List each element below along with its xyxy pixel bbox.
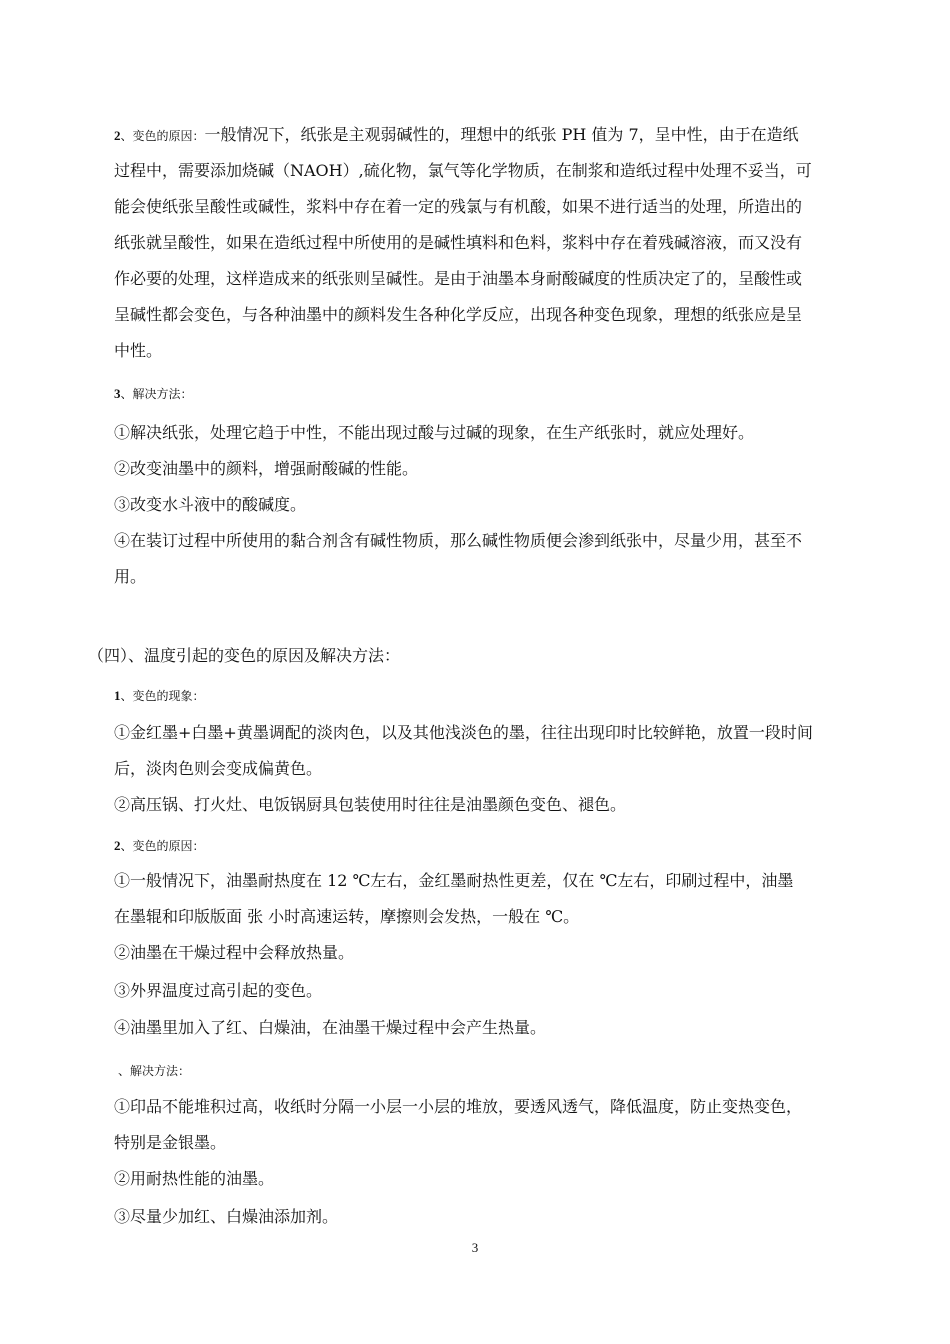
temp-cause-line-2: 在墨辊和印版版面 张 小时高速运转，摩擦则会发热，一般在 ℃。 <box>114 907 580 926</box>
cause-heading: 2、变色的原因： <box>114 128 205 143</box>
phenomenon-line-3: ②高压锅、打火灶、电饭锅厨具包装使用时往往是油墨颜色变色、褪色。 <box>114 795 627 814</box>
solution-line-4: ④在装订过程中所使用的黏合剂含有碱性物质，那么碱性物质便会渗到纸张中，尽量少用，甚至不 <box>114 531 803 550</box>
phenomenon-heading: 1、变色的现象： <box>114 688 205 703</box>
solution-line-2: ②改变油墨中的颜料，增强耐酸碱的性能。 <box>114 459 419 478</box>
cause-line-5: 作必要的处理，这样造成来的纸张则呈碱性。是由于油墨本身耐酸碱度的性质决定了的，呈酸性或 <box>114 269 803 288</box>
solution-heading: 3、解决方法： <box>114 386 193 401</box>
cause-line-1: 2、变色的原因：一般情况下，纸张是主观弱碱性的，理想中的纸张 PH 值为 7，呈中性，由于在造纸 <box>114 125 799 144</box>
cause-line-2: 过程中，需要添加烧碱（NAOH）,硫化物，氯气等化学物质，在制浆和造纸过程中处理不妥当，可 <box>114 161 812 180</box>
cause-line-3: 能会使纸张呈酸性或碱性，浆料中存在着一定的残氯与有机酸，如果不进行适当的处理，所造出的 <box>114 197 803 216</box>
temp-solution-line-2: 特别是金银墨。 <box>114 1133 227 1152</box>
phenomenon-line-2: 后，淡肉色则会变成偏黄色。 <box>114 759 323 778</box>
cause-line-6: 呈碱性都会变色，与各种油墨中的颜料发生各种化学反应，出现各种变色现象，理想的纸张应是呈 <box>114 305 803 324</box>
temp-cause-line-3: ②油墨在干燥过程中会释放热量。 <box>114 943 355 962</box>
solution-line-1: ①解决纸张，处理它趋于中性，不能出现过酸与过碱的现象，在生产纸张时，就应处理好。 <box>114 423 755 442</box>
page-number: 3 <box>471 1240 479 1255</box>
temp-cause-line-5: ④油墨里加入了红、白燥油，在油墨干燥过程中会产生热量。 <box>114 1018 547 1037</box>
temp-solution-line-1: ①印品不能堆积过高，收纸时分隔一小层一小层的堆放，要透风透气，降低温度，防止变热变色， <box>114 1097 803 1116</box>
temp-cause-heading: 2、变色的原因： <box>114 838 205 853</box>
section-heading: （四）、温度引起的变色的原因及解决方法： <box>88 646 401 665</box>
solution-line-3: ③改变水斗液中的酸碱度。 <box>114 495 307 514</box>
temp-solution-line-4: ③尽量少加红、白燥油添加剂。 <box>114 1207 339 1226</box>
cause-line-7: 中性。 <box>114 341 163 360</box>
temp-solution-heading: 、解决方法： <box>118 1064 191 1078</box>
cause-line-4: 纸张就呈酸性，如果在造纸过程中所使用的是碱性填料和色料，浆料中存在着残碱溶液，而又没有 <box>114 233 803 252</box>
temp-cause-line-1: ①一般情况下，油墨耐热度在 12 ℃左右，金红墨耐热性更差，仅在 ℃左右，印刷过程中，油墨 <box>114 871 794 890</box>
temp-solution-line-3: ②用耐热性能的油墨。 <box>114 1169 275 1188</box>
temp-cause-line-4: ③外界温度过高引起的变色。 <box>114 981 323 1000</box>
solution-line-5: 用。 <box>114 567 147 586</box>
phenomenon-line-1: ①金红墨+白墨+黄墨调配的淡肉色，以及其他浅淡色的墨，往往出现印时比较鲜艳，放置一段时间 <box>114 723 813 742</box>
